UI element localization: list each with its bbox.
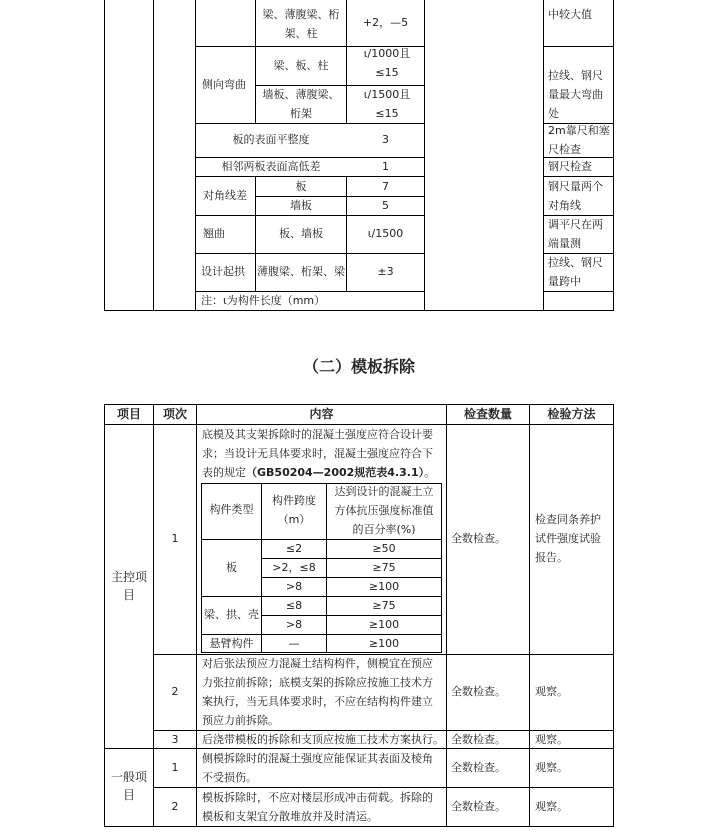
item-method: 观察。 bbox=[535, 733, 568, 746]
section-title: （二）模板拆除 bbox=[302, 357, 415, 376]
cell-tolerance: 1 bbox=[382, 160, 389, 173]
cell-member: 梁、板、柱 bbox=[273, 59, 329, 72]
item-text: 模板拆除时，不应对楼层形成冲击荷载。拆除的模板和支架宜分散堆放并及时清运。 bbox=[202, 791, 433, 823]
subheader-span: 构件跨度（m） bbox=[272, 494, 316, 526]
item-text: 后浇带模板的拆除和支顶应按施工技术方案执行。 bbox=[202, 733, 444, 746]
span-value: ≤8 bbox=[285, 599, 303, 612]
item-method: 观察。 bbox=[535, 685, 568, 698]
item-qty: 全数检查。 bbox=[451, 761, 506, 774]
cell-item-label: 设计起拱 bbox=[201, 265, 245, 278]
header-seq: 项次 bbox=[162, 407, 187, 421]
item-seq: 3 bbox=[171, 733, 179, 746]
cell-tolerance: 5 bbox=[382, 199, 389, 212]
general-label: 一般项目 bbox=[110, 770, 147, 802]
cell-tolerance: 3 bbox=[382, 133, 389, 146]
cell-item-label: 相邻两板表面高低差 bbox=[221, 160, 321, 173]
cell-tolerance: ι/1000且≤15 bbox=[363, 47, 411, 79]
item-qty: 全数检查。 bbox=[451, 733, 506, 746]
header-method: 检验方法 bbox=[547, 407, 596, 421]
cell-item-label: 板的表面平整度 bbox=[232, 133, 310, 146]
standard-reference: （GB50204—2002规范表4.3.1） bbox=[246, 466, 425, 479]
item-qty: 全数检查。 bbox=[451, 685, 506, 698]
cell-tolerance: 7 bbox=[382, 180, 389, 193]
cell-method: 钢尺量两个对角线 bbox=[548, 180, 603, 212]
span-value: — bbox=[288, 637, 300, 650]
item-method: 观察。 bbox=[535, 800, 568, 813]
member-type: 梁、拱、壳 bbox=[204, 608, 259, 621]
cell-member: 墙板 bbox=[290, 199, 312, 212]
span-value: >2，≤8 bbox=[272, 561, 316, 574]
cell-member: 板、墙板 bbox=[279, 227, 323, 240]
main-control-label: 主控项目 bbox=[110, 570, 147, 602]
cell-method: 拉线、钢尺量最大弯曲处 bbox=[548, 69, 603, 120]
subheader-type: 构件类型 bbox=[209, 503, 254, 516]
cell-method: 中较大值 bbox=[548, 8, 592, 21]
cell-tolerance: ±3 bbox=[377, 265, 394, 278]
strength-value: ≥100 bbox=[368, 618, 400, 631]
item-seq: 1 bbox=[171, 532, 179, 545]
header-item: 项目 bbox=[116, 407, 141, 421]
item-qty: 全数检查。 bbox=[451, 800, 506, 813]
cell-tolerance: ι/1500且≤15 bbox=[363, 88, 411, 120]
table-note: 注：ι为构件长度（mm） bbox=[201, 294, 326, 307]
strength-value: ≥75 bbox=[372, 561, 396, 574]
span-value: ≤2 bbox=[285, 542, 303, 555]
strength-value: ≥50 bbox=[372, 542, 396, 555]
member-type: 板 bbox=[226, 561, 237, 574]
item-method: 观察。 bbox=[535, 761, 568, 774]
item-text: 侧模拆除时的混凝土强度应能保证其表面及棱角不受损伤。 bbox=[202, 752, 433, 784]
cell-tolerance: +2，—5 bbox=[362, 16, 409, 29]
cell-method: 拉线、钢尺量跨中 bbox=[548, 256, 603, 288]
cell-method: 调平尺在两端量测 bbox=[548, 218, 603, 250]
span-value: >8 bbox=[285, 618, 303, 631]
strength-value: ≥100 bbox=[368, 637, 400, 650]
cell-tolerance: ι/1500 bbox=[367, 227, 404, 240]
item-text: 对后张法预应力混凝土结构构件，侧模宜在预应力张拉前拆除；底模支架的拆除应按施工技术方案执行，当无具体要求时，不应在结构构件建立预应力前拆除。 bbox=[202, 657, 433, 727]
strength-value: ≥100 bbox=[368, 580, 400, 593]
item-text: 底模及其支架拆除时的混凝土强度应符合设计要求；当设计无具体要求时，混凝土强度应符合下表的规定（GB50204—2002规范表4.3.1）。 bbox=[202, 428, 436, 479]
span-value: >8 bbox=[285, 580, 303, 593]
cell-item-label: 侧向弯曲 bbox=[202, 78, 246, 91]
cell-member: 梁、薄腹梁、桁架、柱 bbox=[262, 8, 340, 40]
header-qty: 检查数量 bbox=[463, 407, 512, 421]
cell-member: 薄腹梁、桁架、梁 bbox=[257, 265, 345, 278]
member-type: 悬臂构件 bbox=[209, 637, 254, 650]
item-seq: 1 bbox=[171, 761, 179, 774]
subheader-strength: 达到设计的混凝土立方体抗压强度标准值的百分率(%) bbox=[334, 485, 434, 536]
header-content: 内容 bbox=[309, 407, 334, 421]
item-method: 检查同条养护试件强度试验报告。 bbox=[535, 513, 601, 564]
item-qty: 全数检查。 bbox=[451, 532, 506, 545]
cell-method: 钢尺检查 bbox=[548, 160, 592, 173]
cell-member: 板 bbox=[295, 180, 307, 193]
item-seq: 2 bbox=[171, 685, 179, 698]
item-seq: 2 bbox=[171, 800, 179, 813]
strength-value: ≥75 bbox=[372, 599, 396, 612]
cell-method: 2m靠尺和塞尺检查 bbox=[548, 124, 610, 156]
cell-member: 墙板、薄腹梁、桁架 bbox=[262, 88, 340, 120]
cell-item-label: 对角线差 bbox=[203, 189, 247, 202]
cell-item-label: 翘曲 bbox=[203, 227, 225, 240]
